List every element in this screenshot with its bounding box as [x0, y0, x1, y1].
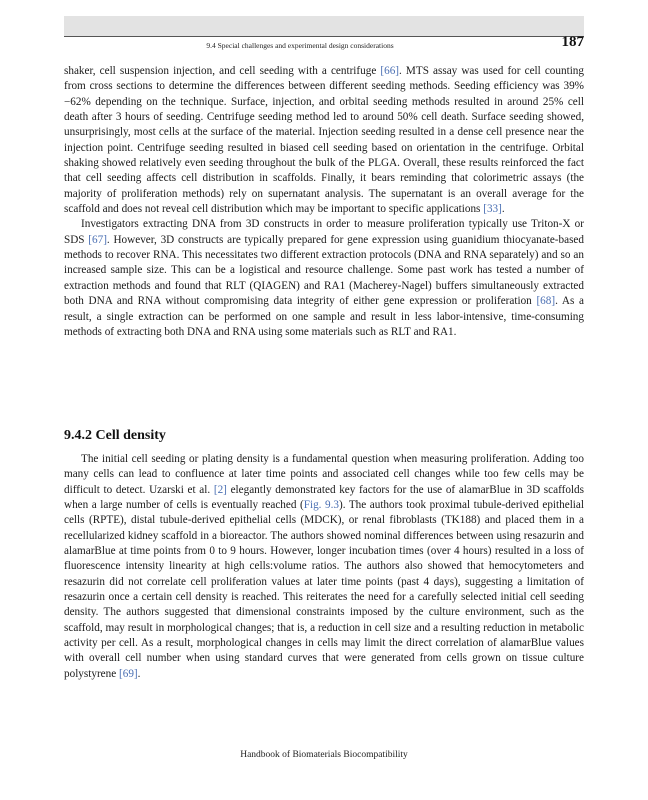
citation-link[interactable]: [33] [483, 203, 502, 216]
footer: Handbook of Biomaterials Biocompatibility [240, 750, 408, 760]
running-head: 9.4 Special challenges and experimental design considerations [206, 41, 394, 50]
body-text [64, 64, 584, 340]
header-rule [64, 36, 584, 37]
paragraph-seeding-methods [64, 64, 584, 217]
citation-link[interactable]: [2] [213, 483, 227, 496]
citation-link[interactable]: [68] [536, 295, 556, 308]
text-run: shaker, cell suspension injection, and cell seeding with a centrifuge [64, 65, 381, 77]
text-run: Investigators extracting DNA from 3D constructs in order to measure proliferation typically use Triton-X or SDS [64, 218, 584, 246]
text-run: . [137, 667, 141, 680]
paragraph-dna-extraction [64, 217, 584, 340]
section-body [64, 452, 584, 682]
figure-link[interactable]: Fig. 9.3 [303, 499, 339, 512]
text-run: . However, 3D constructs are typically prepared for gene expression using guanidium thiocyanate-based methods to recover RNA. This necessitates two different extraction protocols (DNA and RNA separately) and so an increased sample size. This can be a logistical and resource challenge. Some past work has tested a number of extraction methods and found that RLT (QIAGEN) and RA1 (Macherey-Nagel) buffers simultaneously extracted both DNA and RNA without compromising data integrity of either gene expression or proliferation [64, 233, 584, 308]
paragraph-cell-density [64, 452, 584, 682]
header-bar [64, 16, 584, 36]
text-run: The initial cell seeding or plating density is a fundamental question when measuring proliferation. Adding too many cells can lead to confluence at later time points and associated cell changes while too few cells may be difficult to detect. Uzarski et al. [64, 453, 584, 496]
citation-link[interactable]: [67] [88, 233, 107, 246]
citation-link[interactable]: [69] [119, 667, 138, 680]
citation-link[interactable]: [66] [380, 65, 400, 77]
page-number: 187 [561, 34, 584, 50]
text-run: . [501, 203, 505, 216]
text-run: ). The authors took proximal tubule-derived epithelial cells (RPTE), distal tubule-derived epithelial cells (MDCK), or renal fibroblasts (TK188) and placed them in a recellularized kidney scaffold in a bioreactor. The authors showed nominal differences between using resazurin and alamarBlue at time points from 0 to 9 hours. However, longer incubation times (over 4 hours) resulted in a loss of fluorescence intensity linearity at high cells:volume ratios. The authors also showed that hemocytometers and resazurin did not correlate cell proliferation values at later time points (past 4 days), suggesting a limitation of resazurin once a certain cell density is reached. This reiterates the need for a carefully selected initial cell seeding density. The authors suggested that dimensional constraints imposed by the culture environment, such as the scaffold, may result in morphological changes; that is, a reduction in cell size and a resulting reduction in metabolic activity per cell. As a result, morphological changes in cells may limit the direct correlation of alamarBlue values with overall cell number when using standard curves that were generated from cells grown on tissue culture polystyrene [64, 499, 584, 680]
text-run: . MTS assay was used for cell counting from cross sections to determine the differences between different seeding methods. Seeding efficiency was 39%−62% depending on the technique. Surface, injection, and orbital seeding methods resulted in around 25% cell death after 3 hours of seeding. Centrifuge seeding method led to around 50% cell death. Surface seeding showed, unsurprisingly, most cells at the surface of the material. Injection seeding resulted in a dense cell presence near the injection point. Centrifuge seeding resulted in biased cell seeding based on orientation in the centrifuge. Orbital shaking showed relatively even seeding throughout the bulk of the PLGA. Overall, these results reinforced the fact that cell seeding affects cell distribution in scaffolds. Finally, it bears reminding that colorimetric assays (the majority of proliferation methods) rely on supernatant analysis. The supernatant is an overall average for the scaffold and does not reveal cell distribution which may be important to specific applications [64, 65, 584, 216]
text-run: elegantly demonstrated key factors for the use of alamarBlue in 3D scaffolds when a large number of cells is eventually reached ( [64, 483, 584, 512]
text-run: . As a result, a single extraction can be performed on one sample and result in less labor-intensive, time-consuming methods of extracting both DNA and RNA using some materials such as RLT and RA1. [64, 295, 585, 338]
section-heading: 9.4.2 Cell density [64, 428, 166, 443]
